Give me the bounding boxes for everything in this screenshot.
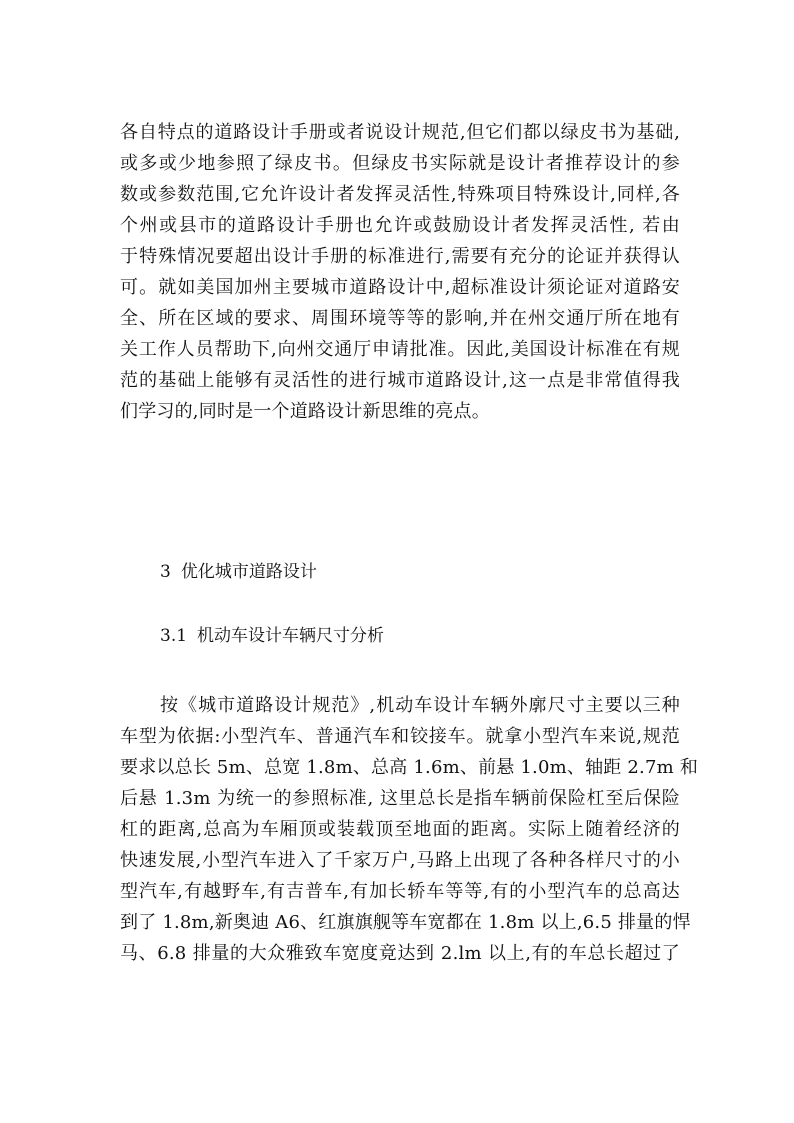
section-heading-3-1 xyxy=(160,624,384,648)
section-number: 3 xyxy=(160,562,171,582)
paragraph-line: 关工作人员帮助下,向州交通厅申请批准。因此,美国设计标准在有规 xyxy=(120,339,680,360)
paragraph-line: 马、6.8 排量的大众雅致车宽度竟达到 2.lm 以上,有的车总长超过了 xyxy=(120,943,680,964)
section-number: 3.1 xyxy=(160,626,188,646)
paragraph-line: 或多或少地参照了绿皮书。但绿皮书实际就是设计者推荐设计的参 xyxy=(120,153,680,174)
paragraph-line: 可。就如美国加州主要城市道路设计中,超标准设计须论证对道路安 xyxy=(120,277,680,298)
paragraph-line: 车型为依据:小型汽车、普通汽车和铰接车。就拿小型汽车来说,规范 xyxy=(120,726,680,747)
paragraph-line: 杠的距离,总高为车厢顶或装载顶至地面的距离。实际上随着经济的 xyxy=(120,819,680,840)
paragraph-line: 于特殊情况要超出设计手册的标准进行,需要有充分的论证并获得认 xyxy=(120,246,680,267)
paragraph-line: 个州或县市的道路设计手册也允许或鼓励设计者发挥灵活性, 若由 xyxy=(120,215,680,236)
paragraph-line: 全、所在区域的要求、周围环境等等的影响,并在州交通厅所在地有 xyxy=(120,308,680,329)
section-heading-3 xyxy=(160,560,317,584)
paragraph-line: 型汽车,有越野车,有吉普车,有加长轿车等等,有的小型汽车的总高达 xyxy=(120,881,680,902)
paragraph-line: 范的基础上能够有灵活性的进行城市道路设计,这一点是非常值得我 xyxy=(120,370,680,391)
paragraph-line: 各自特点的道路设计手册或者说设计规范,但它们都以绿皮书为基础, xyxy=(120,122,680,143)
paragraph-line: 后悬 1.3m 为统一的参照标准, 这里总长是指车辆前保险杠至后保险 xyxy=(120,788,680,809)
paragraph-vehicle-dimensions xyxy=(120,690,699,969)
paragraph-green-book xyxy=(120,117,680,427)
paragraph-line: 要求以总长 5m、总宽 1.8m、总高 1.6m、前悬 1.0m、轴距 2.7m 和 xyxy=(120,757,699,778)
section-title: 机动车设计车辆尺寸分析 xyxy=(197,626,385,646)
paragraph-line: 快速发展,小型汽车进入了千家万户,马路上出现了各种各样尺寸的小 xyxy=(120,850,680,871)
paragraph-line: 们学习的,同时是一个道路设计新思维的亮点。 xyxy=(120,401,490,422)
section-title: 优化城市道路设计 xyxy=(180,562,317,582)
paragraph-line: 数或参数范围,它允许设计者发挥灵活性,特殊项目特殊设计,同样,各 xyxy=(120,184,680,205)
paragraph-line: 按《城市道路设计规范》,机动车设计车辆外廓尺寸主要以三种 xyxy=(160,695,680,716)
paragraph-line: 到了 1.8m,新奥迪 A6、红旗旗舰等车宽都在 1.8m 以上,6.5 排量的悍 xyxy=(120,912,691,933)
